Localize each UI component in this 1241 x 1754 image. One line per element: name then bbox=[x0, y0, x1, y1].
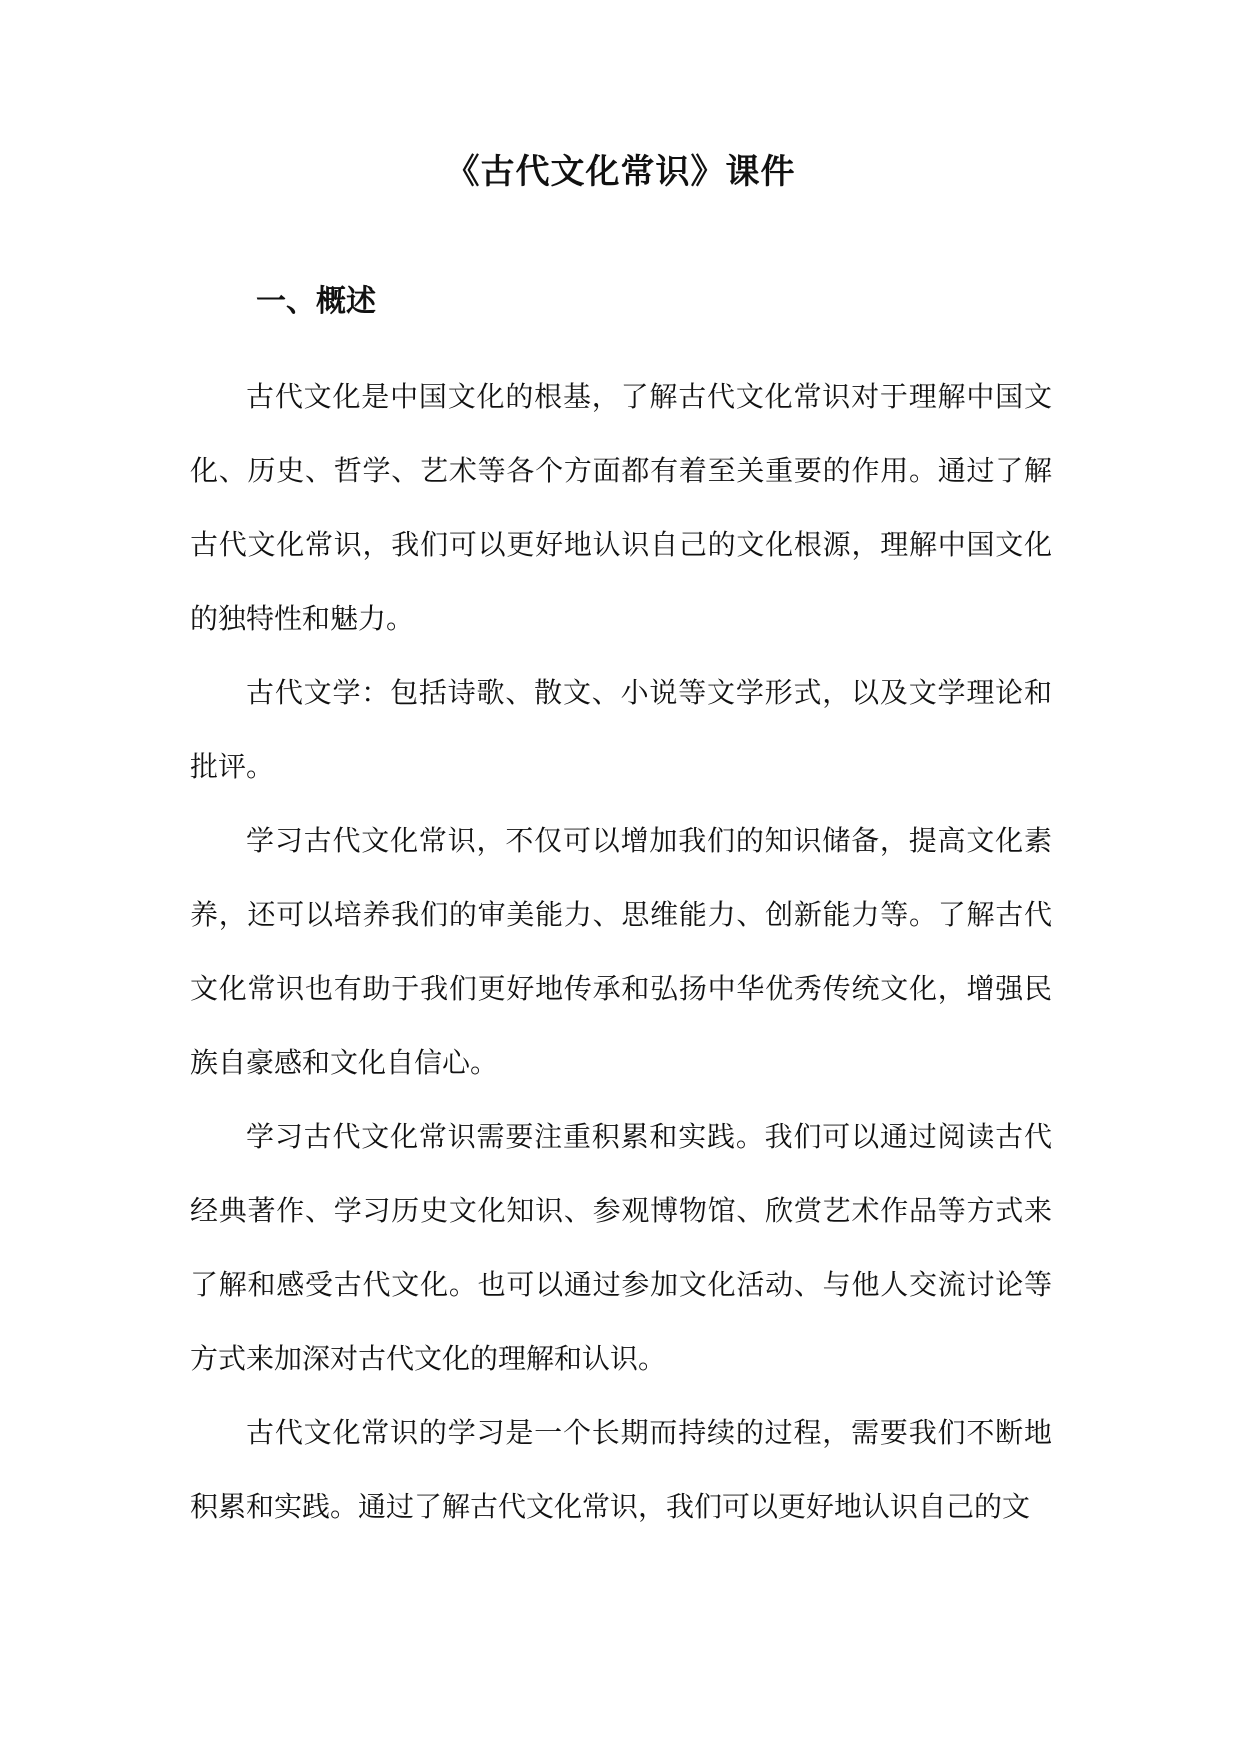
section-body bbox=[190, 360, 1052, 1544]
section-heading: 一、概述 bbox=[256, 284, 376, 319]
paragraph: 古代文化常识的学习是一个长期而持续的过程，需要我们不断地积累和实践。通过了解古代文化常识，我们可以更好地认识自己的文 bbox=[190, 1416, 1052, 1523]
paragraph: 学习古代文化常识，不仅可以增加我们的知识储备，提高文化素养，还可以培养我们的审美能力、思维能力、创新能力等。了解古代文化常识也有助于我们更好地传承和弘扬中华优秀传统文化，增强民族自豪感和文化自信心。 bbox=[190, 824, 1052, 1079]
paragraph: 古代文学：包括诗歌、散文、小说等文学形式，以及文学理论和批评。 bbox=[190, 676, 1052, 783]
paragraph: 学习古代文化常识需要注重积累和实践。我们可以通过阅读古代经典著作、学习历史文化知识、参观博物馆、欣赏艺术作品等方式来了解和感受古代文化。也可以通过参加文化活动、与他人交流讨论等方式来加深对古代文化的理解和认识。 bbox=[190, 1120, 1052, 1375]
page-title: 《古代文化常识》课件 bbox=[445, 152, 796, 192]
paragraph: 古代文化是中国文化的根基，了解古代文化常识对于理解中国文化、历史、哲学、艺术等各个方面都有着至关重要的作用。通过了解古代文化常识，我们可以更好地认识自己的文化根源，理解中国文化的独特性和魅力。 bbox=[190, 380, 1052, 635]
